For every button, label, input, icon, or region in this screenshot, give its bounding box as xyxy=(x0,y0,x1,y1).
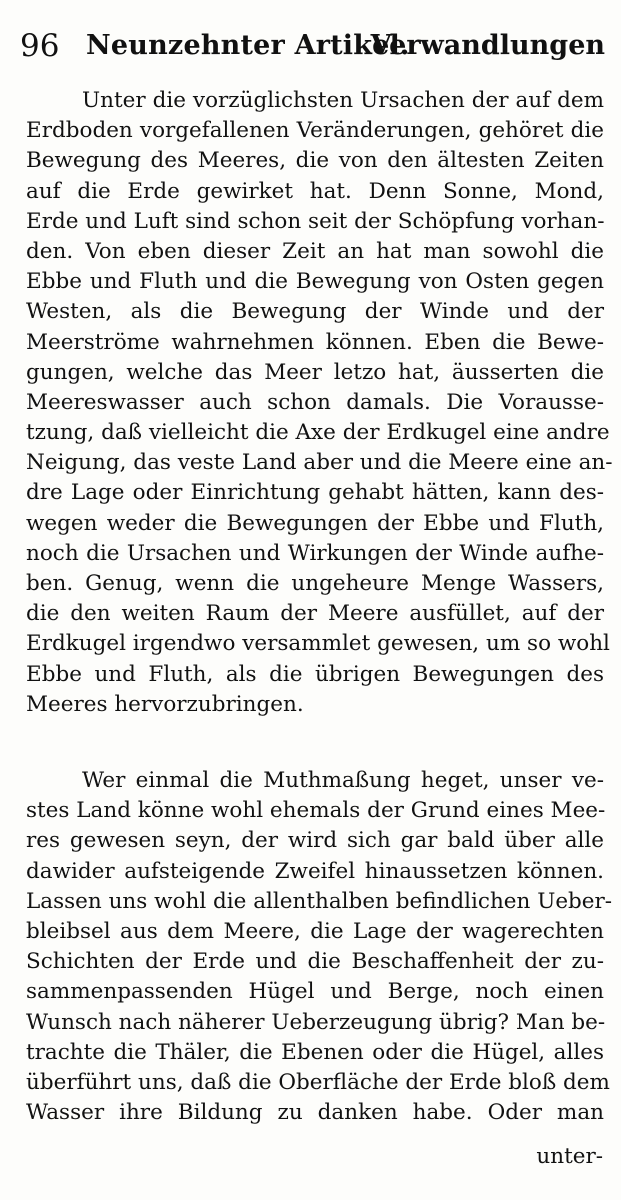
text-line: auf die Erde gewirket hat. Denn Sonne, Mond, xyxy=(26,178,604,204)
text-line: Ebbe und Fluth und die Bewegung von Osten gegen xyxy=(26,269,604,295)
page-number: 96 xyxy=(20,28,60,64)
text-line: wegen weder die Bewegungen der Ebbe und Fluth, xyxy=(26,510,604,536)
text-line: Wer einmal die Muthmaßung heget, unser ve- xyxy=(82,768,604,793)
text-line: res gewesen seyn, der wird sich gar bald über alle xyxy=(26,828,604,854)
catchword: unter- xyxy=(536,1144,603,1169)
page-header xyxy=(20,26,605,66)
text-line: trachte die Thäler, die Ebenen oder die Hügel, alles xyxy=(26,1039,604,1065)
text-line: Unter die vorzüglichsten Ursachen der auf dem xyxy=(82,88,604,113)
text-line: Meereswasser auch schon damals. Die Vorausse- xyxy=(26,389,604,415)
text-line: stes Land könne wohl ehemals der Grund eines Mee- xyxy=(26,798,606,824)
text-line: überführt uns, daß die Oberfläche der Erde bloß dem xyxy=(26,1069,610,1095)
text-line: Meeres hervorzubringen. xyxy=(26,691,304,717)
text-line: dre Lage oder Einrichtung gehabt hätten, kann des- xyxy=(26,480,604,506)
text-line: Westen, als die Bewegung der Winde und der xyxy=(26,299,604,325)
text-line: Lassen uns wohl die allenthalben befindlichen Ueber- xyxy=(26,888,613,914)
paragraph-2 xyxy=(26,766,613,1128)
text-line: dawider aufsteigende Zweifel hinaussetzen können. xyxy=(26,858,604,884)
text-line: Wunsch nach näherer Ueberzeugung übrig? Man be- xyxy=(26,1009,606,1035)
running-head: Neunzehnter Artikel. xyxy=(86,30,410,61)
running-head-right: Verwandlungen xyxy=(370,30,605,61)
text-line: Neigung, das veste Land aber und die Meere eine an- xyxy=(26,450,613,476)
text-line: Schichten der Erde und die Beschaffenheit der zu- xyxy=(26,949,604,975)
text-line: ben. Genug, wenn die ungeheure Menge Wassers, xyxy=(26,571,604,596)
text-line: die den weiten Raum der Meere ausfüllet, auf der xyxy=(26,601,604,627)
text-line: Ebbe und Fluth, als die übrigen Bewegungen des xyxy=(26,661,604,687)
text-line: Meerströme wahrnehmen können. Eben die Bewe- xyxy=(26,329,604,355)
paragraph-1 xyxy=(26,86,613,720)
text-line: Erdboden vorgefallenen Veränderungen, gehöret die xyxy=(26,118,604,144)
text-line: bleibsel aus dem Meere, die Lage der wagerechten xyxy=(26,918,604,944)
text-line: Erde und Luft sind schon seit der Schöpfung vorhan- xyxy=(26,208,605,234)
text-line: Wasser ihre Bildung zu danken habe. Oder man xyxy=(26,1100,604,1126)
text-line: tzung, daß vielleicht die Axe der Erdkugel eine andre xyxy=(26,420,610,446)
text-line: Erdkugel irgendwo versammlet gewesen, um so wohl xyxy=(26,631,610,657)
text-line: sammenpassenden Hügel und Berge, noch einen xyxy=(26,979,604,1005)
text-line: Bewegung des Meeres, die von den ältesten Zeiten xyxy=(26,148,604,174)
text-line: noch die Ursachen und Wirkungen der Winde aufhe- xyxy=(26,540,604,566)
text-line: den. Von eben dieser Zeit an hat man sowohl die xyxy=(26,238,604,264)
text-line: gungen, welche das Meer letzo hat, äusserten die xyxy=(26,359,604,385)
